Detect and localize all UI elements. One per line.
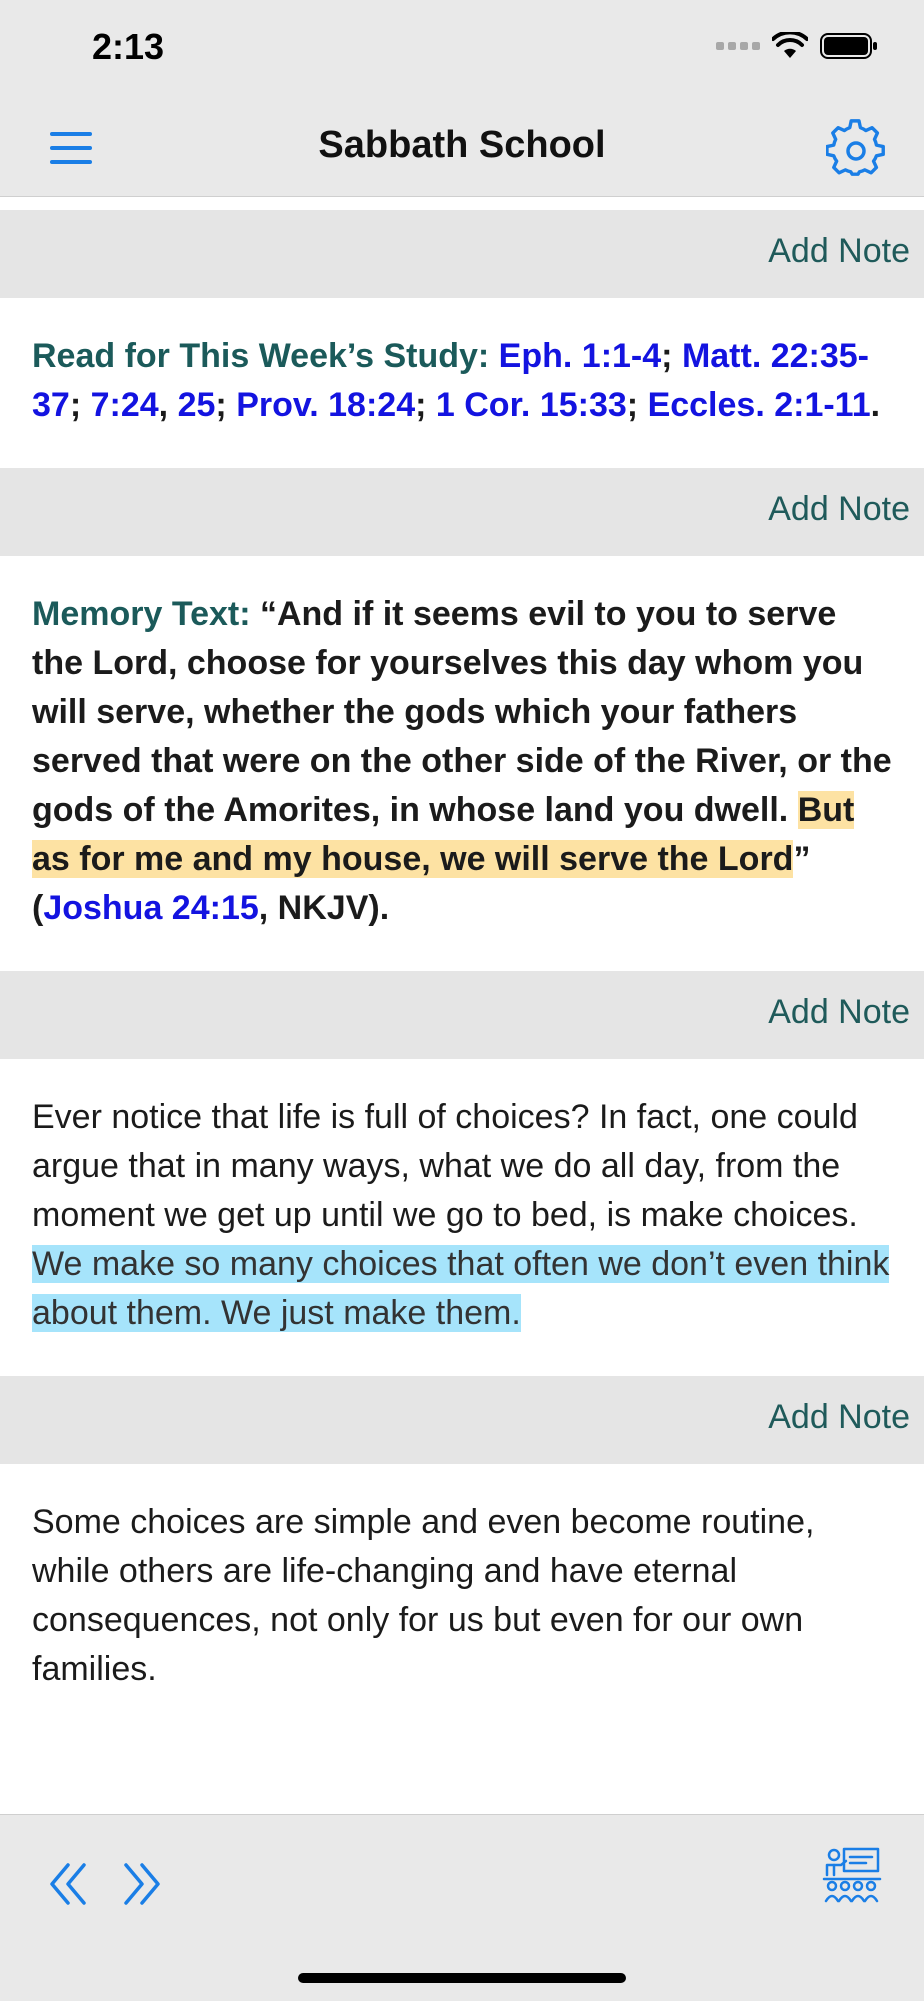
memory-text-body: “And if it seems evil to you to serve the Lord, choose for yourselves this day whom you will serve, whether the gods which your fathers served that were on the other side of the River, or the gods of the Amorites, in whose land you dwell.	[32, 595, 892, 829]
scripture-link[interactable]: Eccles. 2:1-11	[647, 386, 871, 424]
paragraph-text: Ever notice that life is full of choices? In fact, one could argue that in many ways, what we do all day, from the moment we get up until we go to bed, is make choices.	[32, 1098, 858, 1234]
scripture-link[interactable]: Matt. 22:35-37	[32, 337, 869, 424]
lesson-paragraph	[0, 1059, 924, 1376]
double-chevron-right-icon[interactable]	[116, 1861, 162, 1907]
note-bar	[0, 210, 924, 298]
separator: ;	[215, 386, 227, 424]
cellular-signal-icon	[716, 42, 760, 50]
wifi-icon	[772, 32, 808, 60]
status-time: 2:13	[92, 26, 165, 67]
memory-text-tail: , NKJV).	[258, 889, 390, 927]
note-bar	[0, 468, 924, 556]
scripture-link[interactable]: Eph. 1:1-4	[498, 337, 662, 375]
bottom-toolbar	[0, 1814, 924, 2001]
separator: ;	[626, 386, 639, 424]
home-indicator	[298, 1973, 626, 1983]
read-label: Read for This Week’s Study:	[32, 337, 490, 375]
paragraph-text: Some choices are simple and even become routine, while others are life-changing and have eternal consequences, not only for us but even for our own families.	[32, 1503, 815, 1688]
read-for-study	[0, 298, 924, 468]
scripture-link[interactable]: 1 Cor. 15:33	[435, 386, 627, 424]
top-spacer	[0, 198, 924, 210]
add-note-button[interactable]: Add Note	[768, 232, 910, 270]
separator: ,	[158, 386, 169, 424]
note-bar	[0, 971, 924, 1059]
scripture-link[interactable]: 7:24	[90, 386, 159, 424]
page-title: Sabbath School	[318, 124, 606, 166]
scripture-link[interactable]: Prov. 18:24	[236, 386, 416, 424]
memory-label: Memory Text:	[32, 595, 251, 633]
lesson-content[interactable]	[0, 198, 924, 1814]
add-note-button[interactable]: Add Note	[768, 1398, 910, 1436]
gear-icon[interactable]	[826, 118, 886, 178]
teacher-classroom-icon[interactable]	[822, 1845, 882, 1905]
double-chevron-left-icon[interactable]	[48, 1861, 94, 1907]
highlighted-text[interactable]: But as for me and my house, we will serve the Lord	[32, 791, 855, 878]
memory-text-quote-end: ” (	[32, 840, 811, 927]
separator: .	[870, 386, 881, 424]
navigation-bar	[0, 100, 924, 197]
status-icons	[716, 32, 878, 60]
scripture-link[interactable]: 25	[177, 386, 216, 424]
lesson-paragraph	[0, 1464, 924, 1732]
highlighted-text[interactable]: We make so many choices that often we don’t even think about them. We just make them.	[32, 1245, 890, 1332]
add-note-button[interactable]: Add Note	[768, 993, 910, 1031]
memory-text	[0, 556, 924, 971]
status-bar	[0, 0, 924, 100]
scripture-link[interactable]: Joshua 24:15	[43, 889, 259, 927]
battery-icon	[820, 32, 878, 60]
add-note-button[interactable]: Add Note	[768, 490, 910, 528]
note-bar	[0, 1376, 924, 1464]
separator: ;	[69, 386, 82, 424]
separator: ;	[415, 386, 427, 424]
separator: ;	[661, 337, 673, 375]
